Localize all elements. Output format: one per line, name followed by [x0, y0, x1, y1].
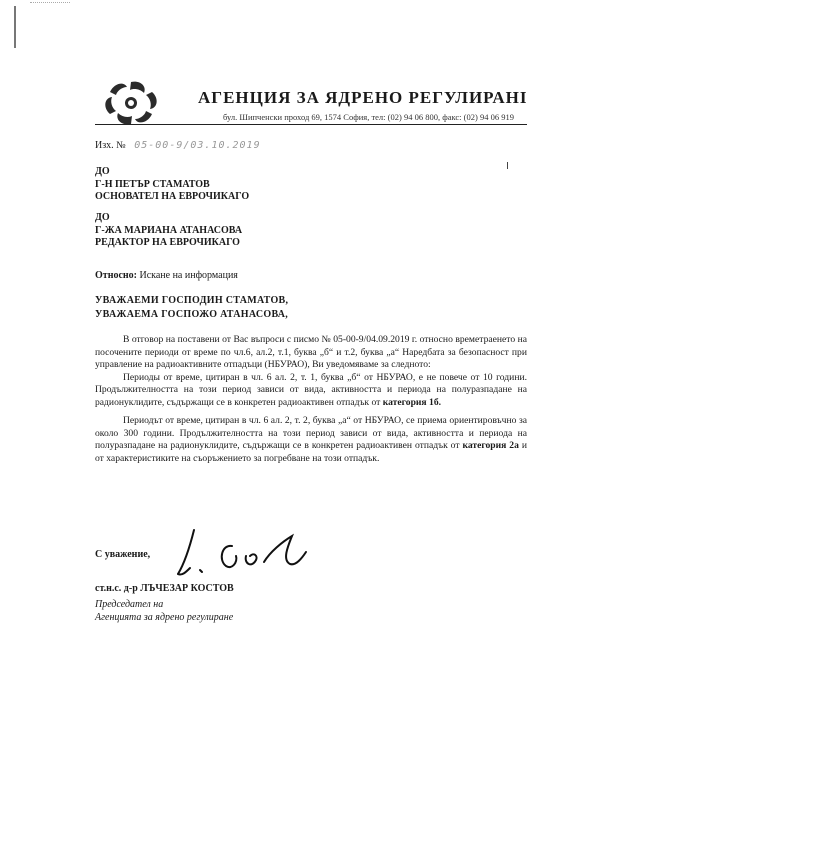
scan-artifact-mark — [14, 6, 16, 48]
recipient-name: Г-Н ПЕТЪР СТАМАТОВ — [95, 178, 210, 190]
reference-number: 05-00-9/03.10.2019 — [134, 140, 261, 151]
scan-artifact-dots — [30, 2, 70, 9]
category-1b-label: категория 1б. — [382, 396, 442, 408]
salutation-line-2: УВАЖАЕМА ГОСПОЖО АТАНАСОВА, — [95, 309, 289, 320]
agency-logo-icon — [100, 78, 162, 128]
body-paragraph-2-text: Периоды от време, цитиран в чл. 6 ал. 2, т. 1, буква „б“ от НБУРАО, е не повече от 10 години. Продължителността на този период зависи от вида, активността и периода на полуразпадане на радионуклидите, съдържащи се в конкретен радиоактивен отпадък от — [95, 371, 527, 408]
subject-text: Искане на информация — [139, 270, 238, 281]
subject-label: Относно: — [95, 270, 137, 281]
closing-phrase: С уважение, — [95, 549, 151, 560]
body-paragraph-3 — [95, 415, 527, 465]
recipient-block-2 — [95, 212, 242, 250]
recipient-position: РЕДАКТОР НА ЕВРОЧИКАГО — [95, 237, 240, 248]
recipient-to-label: ДО — [95, 166, 110, 177]
reference-label: Изх. № — [95, 140, 126, 151]
recipient-to-label: ДО — [95, 212, 110, 223]
handwritten-signature — [172, 516, 312, 586]
body-paragraph-3-end: и от характеристиките на съоръжението за погребване на този отпадък. — [95, 440, 527, 464]
recipient-name: Г-ЖА МАРИАНА АТАНАСОВА — [95, 224, 243, 236]
recipient-position: ОСНОВАТЕЛ НА ЕВРОЧИКАГО — [95, 191, 250, 202]
agency-address: бул. Шипченски проход 69, 1574 София, тел: (02) 94 06 800, факс: (02) 94 06 919 — [223, 112, 514, 122]
body-paragraph-1: В отговор на поставени от Вас въпроси с писмо № 05-00-9/04.09.2019 г. относно времетраенето на посочените периоди от време по чл.6, ал.2, т.1, буква „б“ и т.2, буква „а“ Наредбата за безопасност при управление на радиоактивните отпадъци (НБУРАО), Ви уведомяваме за следното: — [95, 334, 527, 370]
body-paragraph-3-text: Периодът от време, цитиран в чл. 6 ал. 2, т. 2, буква „а“ от НБУРАО, се приема ориентировъчно за около 300 години. Продължителността на този период зависи от вида, активността и периода на полуразпадане на радионуклидите, съдържащи се в конкретен радиоактивен отпадък от — [95, 415, 527, 451]
subject-line — [95, 270, 238, 281]
scan-artifact-tick — [507, 162, 508, 169]
header-divider — [95, 124, 527, 125]
body-paragraph-2 — [95, 372, 527, 410]
signer-title-line-1: Председател на — [95, 599, 164, 610]
category-2a-label: категория 2а — [462, 440, 519, 451]
signer-title — [95, 598, 233, 624]
reference-line — [95, 140, 261, 151]
signer-name: ст.н.с. д-р ЛЪЧЕЗАР КОСТОВ — [95, 583, 234, 594]
agency-name: АГЕНЦИЯ ЗА ЯДРЕНО РЕГУЛИРАНІ — [198, 88, 528, 107]
salutation — [95, 294, 288, 322]
letter-body — [95, 334, 527, 465]
recipient-block-1 — [95, 166, 249, 204]
signer-title-line-2: Агенцията за ядрено регулиране — [95, 612, 234, 623]
salutation-line-1: УВАЖАЕМИ ГОСПОДИН СТАМАТОВ, — [95, 295, 289, 306]
